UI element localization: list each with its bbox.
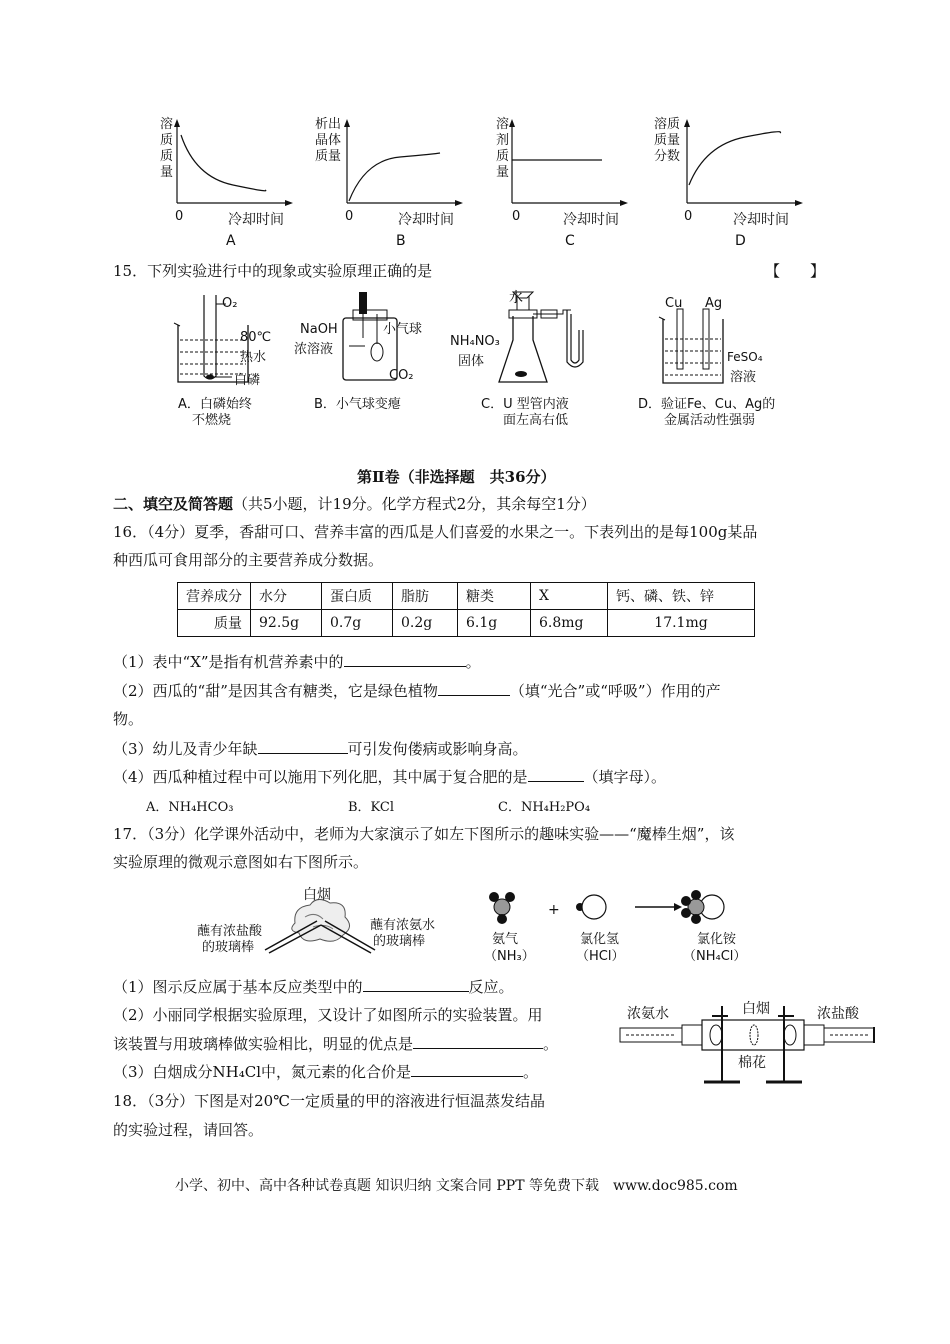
fig-c-caption-2: 面左高右低: [503, 413, 569, 428]
table-cell: X: [531, 583, 608, 610]
table-cell: 0.2g: [393, 610, 458, 637]
answer-blank[interactable]: [528, 767, 584, 782]
table-cell: 92.5g: [251, 610, 322, 637]
graph-b-ylabel-2: 晶体: [315, 133, 342, 148]
fig-d-cu: Cu: [665, 296, 683, 311]
apparatus-ammonia: 浓氨水: [627, 1006, 669, 1022]
q17-sub3-text: （3）白烟成分NH₄Cl中，氮元素的化合价是: [113, 1063, 412, 1081]
fig-a-caption-2: 不燃烧: [192, 413, 232, 428]
q18-line-1: 18．（3分）下图是对20℃一定质量的甲的溶液进行恒温蒸发结晶: [113, 1092, 545, 1110]
fig17-rod-hcl-2: 的玻璃棒: [202, 940, 255, 955]
q16-sub4-text: （4）西瓜种植过程中可以施用下列化肥，其中属于复合肥的是: [113, 768, 528, 786]
table-cell: 0.7g: [322, 610, 393, 637]
fig-d-caption-1: D．验证Fe、Cu、Ag的: [638, 397, 776, 412]
answer-blank[interactable]: [413, 1034, 543, 1049]
molecule-hcl-formula: （HCl）: [576, 949, 625, 964]
section-title: 第Ⅱ卷（非选择题 共36分）: [357, 468, 556, 486]
fig17-rod-hcl-1: 蘸有浓盐酸: [197, 924, 263, 939]
q15-answer-bracket: 【 】: [765, 262, 826, 280]
fig-c-salt: NH₄NO₃: [450, 334, 500, 349]
answer-blank[interactable]: [258, 739, 348, 754]
table-cell: 钙、磷、铁、锌: [608, 583, 755, 610]
answer-blank[interactable]: [438, 681, 510, 696]
fig-d-solution: 溶液: [730, 370, 757, 385]
table-cell: 6.1g: [458, 610, 531, 637]
q17-sub2: （2）小丽同学根据实验原理，又设计了如图所示的实验装置。用: [113, 1006, 543, 1024]
q17-sub3: [113, 1062, 538, 1082]
q16-intro-1: 16．（4分）夏季，香甜可口、营养丰富的西瓜是人们喜爱的水果之一。下表列出的是每100g某品: [113, 523, 758, 541]
fig-c-water: 水: [509, 290, 523, 306]
q17-intro-2: 实验原理的微观示意图如右下图所示。: [113, 853, 369, 871]
fig-a-o2: O₂: [222, 296, 238, 311]
fig-b-naoh: NaOH: [300, 322, 338, 337]
page-footer: 小学、初中、高中各种试卷真题 知识归纳 文案合同 PPT 等免费下载 www.doc985.com: [175, 1178, 738, 1194]
q16-sub2: [113, 681, 721, 701]
graph-b-ylabel-3: 质量: [315, 149, 342, 164]
graph-a-ylabel-1: 溶: [160, 117, 174, 132]
part2-heading-bold: 二、填空及简答题: [113, 495, 234, 513]
graph-a-ylabel-4: 量: [160, 165, 174, 180]
graph-d-ylabel-3: 分数: [654, 149, 681, 164]
nutrition-table: [177, 582, 755, 637]
q16-sub1-end: 。: [465, 653, 481, 671]
answer-blank[interactable]: [411, 1062, 523, 1077]
table-cell: 营养成分: [178, 583, 251, 610]
q16-sub2-text: （2）西瓜的“甜”是因其含有糖类，它是绿色植物: [113, 682, 438, 700]
graph-d-xlabel: 冷却时间: [733, 212, 789, 228]
graph-c-ylabel-2: 剂: [496, 133, 510, 148]
q17-sub2-end: 。: [543, 1035, 559, 1053]
beaker-metal-strips-diagram: [655, 305, 735, 390]
q16-sub1-text: （1）表中“X”是指有机营养素中的: [113, 653, 344, 671]
graph-a-ylabel-3: 质: [160, 149, 174, 164]
table-cell: 水分: [251, 583, 322, 610]
q16-option-a: A．NH₄HCO₃: [146, 800, 234, 815]
table-cell: 糖类: [458, 583, 531, 610]
q17-sub1-end: 反应。: [468, 978, 514, 996]
fig-c-solid: 固体: [458, 354, 485, 369]
fig-b-balloon: 小气球: [383, 322, 423, 337]
fig-c-caption-1: C．U 型管内液: [481, 397, 569, 412]
q16-intro-2: 种西瓜可食用部分的主要营养成分数据。: [113, 551, 384, 569]
q16-sub2-cont: 物。: [113, 710, 144, 728]
part2-heading: [113, 494, 596, 514]
q17-sub1-text: （1）图示反应属于基本反应类型中的: [113, 978, 363, 996]
fig-a-water-temp: 80℃: [240, 330, 272, 345]
graph-c-letter: C: [565, 233, 575, 249]
graph-a-letter: A: [226, 233, 236, 249]
fig-a-phosphorus: 白磷: [234, 373, 261, 388]
fig-d-caption-2: 金属活动性强弱: [664, 413, 756, 428]
table-cell: 脂肪: [393, 583, 458, 610]
q18-line-2: 的实验过程，请回答。: [113, 1121, 264, 1139]
molecule-nh4cl-formula: （NH₄Cl）: [683, 949, 747, 964]
fig-b-co2: CO₂: [389, 368, 414, 383]
table-cell: 6.8mg: [531, 610, 608, 637]
table-cell: 蛋白质: [322, 583, 393, 610]
graph-b-origin: 0: [345, 209, 354, 224]
molecule-hcl-name: 氯化氢: [580, 932, 620, 947]
q16-sub4: [113, 767, 666, 787]
graph-c-ylabel-3: 质: [496, 149, 510, 164]
fig-b-caption: B．小气球变瘪: [314, 397, 401, 412]
fig17-rod-nh3-1: 蘸有浓氨水: [370, 918, 436, 933]
graph-c-ylabel-1: 溶: [496, 117, 510, 132]
q17-sub2-cont: [113, 1034, 558, 1054]
graph-a-ylabel-2: 质: [160, 133, 174, 148]
table-cell: 17.1mg: [608, 610, 755, 637]
table-row: [178, 583, 755, 610]
graph-c-ylabel-4: 量: [496, 165, 510, 180]
graph-b-ylabel-1: 析出: [315, 117, 342, 132]
glass-rods-smoke-diagram: [255, 895, 385, 955]
apparatus-hcl: 浓盐酸: [817, 1006, 859, 1022]
molecule-nh3-formula: （NH₃）: [484, 949, 535, 964]
graph-d-letter: D: [735, 233, 746, 249]
part2-heading-rest: （共5小题，计19分。化学方程式2分，其余每空1分）: [233, 495, 596, 513]
graph-d-ylabel-2: 质量: [654, 133, 681, 148]
q17-sub2-text: 该装置与用玻璃棒做实验相比，明显的优点是: [113, 1035, 414, 1053]
fig-d-solution-formula: FeSO₄: [727, 350, 763, 364]
q16-sub3-end: 可引发佝偻病或影响身高。: [347, 740, 528, 758]
molecule-nh3-name: 氨气: [492, 932, 519, 947]
q15-stem: 15．下列实验进行中的现象或实验原理正确的是: [113, 262, 433, 280]
graph-c-xlabel: 冷却时间: [563, 212, 619, 228]
fig17-smoke: 白烟: [303, 887, 331, 903]
fig-b-naoh-solution: 浓溶液: [294, 342, 334, 357]
graph-b-letter: B: [396, 233, 406, 249]
graph-b-xlabel: 冷却时间: [398, 212, 454, 228]
q16-option-b: B．KCl: [348, 800, 395, 815]
q17-sub1: [113, 977, 514, 997]
graph-d-origin: 0: [684, 209, 693, 224]
graph-a-xlabel: 冷却时间: [228, 212, 284, 228]
apparatus-smoke: 白烟: [742, 1001, 770, 1017]
q16-sub4-end: （填字母）。: [583, 768, 667, 786]
fig-a-water: 热水: [240, 350, 267, 365]
q16-sub2-end: （填“光合”或“呼吸”）作用的产: [509, 682, 721, 700]
q17-intro-1: 17．（3分）化学课外活动中，老师为大家演示了如左下图所示的趣味实验——“魔棒生烟”，该: [113, 825, 735, 843]
q16-sub1: [113, 652, 481, 672]
q16-sub3: [113, 739, 528, 759]
fig17-rod-nh3-2: 的玻璃棒: [373, 934, 426, 949]
molecule-nh4cl-name: 氯化铵: [697, 932, 737, 947]
reaction-plus: +: [548, 902, 560, 918]
q17-sub3-end: 。: [523, 1063, 539, 1081]
fig-a-caption-1: A．白磷始终: [178, 397, 252, 412]
graph-a-origin: 0: [175, 209, 184, 224]
apparatus-cotton: 棉花: [738, 1055, 766, 1071]
graph-c-origin: 0: [512, 209, 521, 224]
table-cell: 质量: [178, 610, 251, 637]
q16-option-c: C．NH₄H₂PO₄: [498, 800, 591, 815]
fig-d-ag: Ag: [705, 296, 723, 311]
answer-blank[interactable]: [363, 977, 469, 992]
answer-blank[interactable]: [344, 652, 466, 667]
q16-sub3-text: （3）幼儿及青少年缺: [113, 740, 258, 758]
molecule-reaction-diagram: [480, 885, 770, 930]
graph-d-ylabel-1: 溶质: [654, 117, 681, 132]
table-row: [178, 610, 755, 637]
